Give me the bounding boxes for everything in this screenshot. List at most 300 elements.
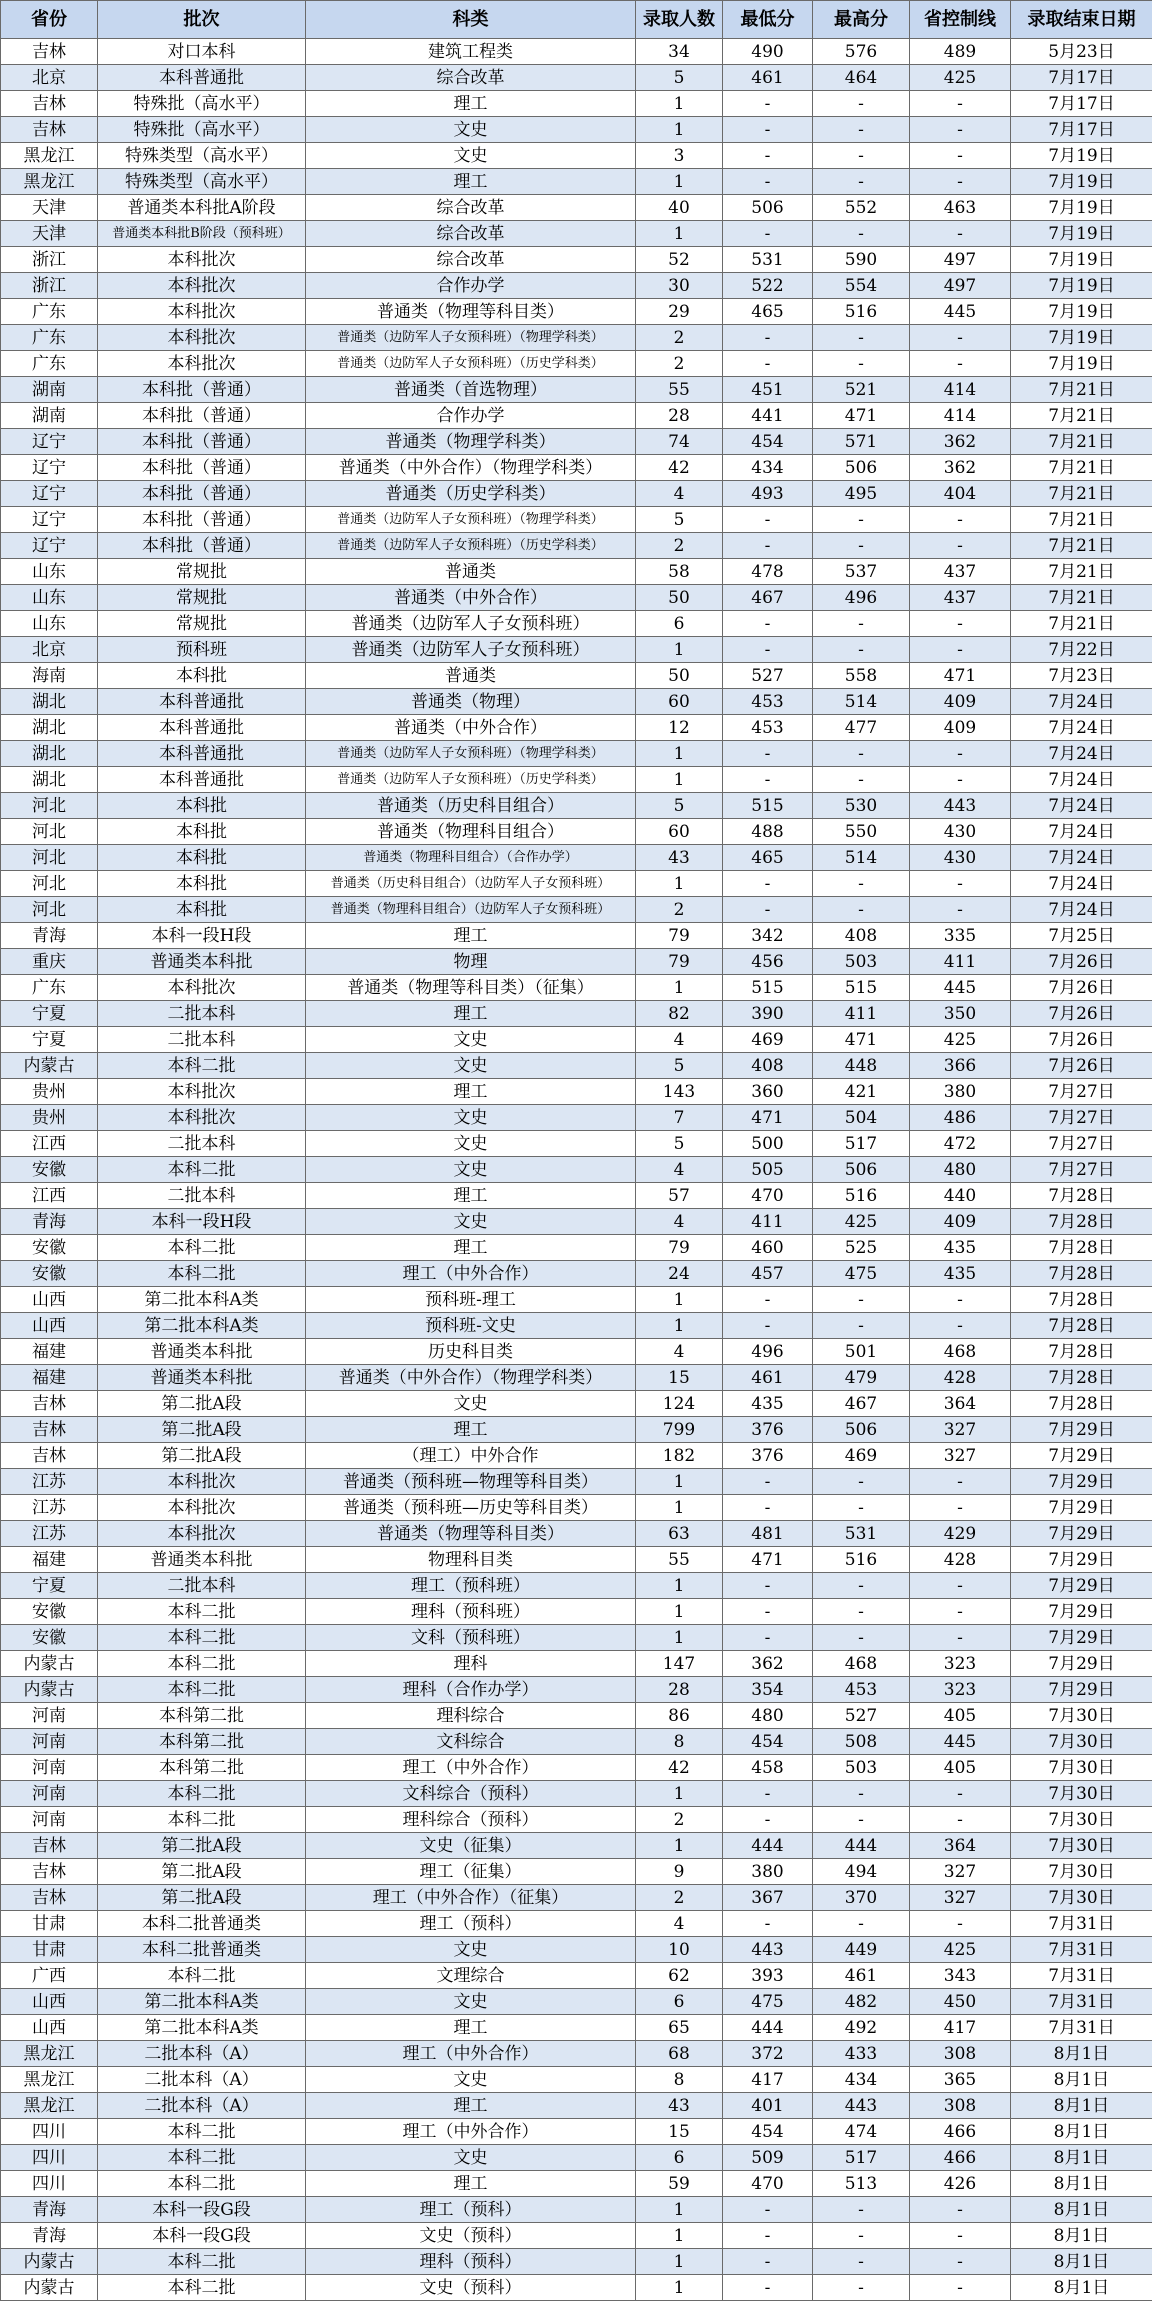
cell-province: 河南	[1, 1807, 98, 1833]
cell-control-line: 445	[910, 975, 1011, 1001]
cell-category: 历史科目类	[306, 1339, 636, 1365]
cell-province: 辽宁	[1, 429, 98, 455]
cell-min-score: 367	[723, 1885, 813, 1911]
table-row	[1, 1599, 1152, 1625]
cell-category: 普通类（中外合作）	[306, 715, 636, 741]
cell-max-score: 513	[813, 2171, 910, 2197]
cell-batch: 特殊类型（高水平）	[98, 169, 306, 195]
cell-end-date: 7月25日	[1011, 923, 1152, 949]
table-row	[1, 611, 1152, 637]
cell-min-score: 376	[723, 1443, 813, 1469]
cell-batch: 本科批	[98, 819, 306, 845]
cell-admitted: 15	[636, 1365, 723, 1391]
cell-province: 河北	[1, 845, 98, 871]
cell-control-line: -	[910, 1599, 1011, 1625]
cell-batch: 第二批本科A类	[98, 1989, 306, 2015]
table-row	[1, 2275, 1152, 2301]
cell-end-date: 7月30日	[1011, 1833, 1152, 1859]
cell-province: 河北	[1, 897, 98, 923]
cell-control-line: 323	[910, 1651, 1011, 1677]
cell-min-score: 470	[723, 2171, 813, 2197]
cell-province: 辽宁	[1, 533, 98, 559]
cell-end-date: 7月28日	[1011, 1209, 1152, 1235]
cell-end-date: 7月30日	[1011, 1781, 1152, 1807]
table-row	[1, 637, 1152, 663]
table-row	[1, 91, 1152, 117]
cell-province: 江苏	[1, 1495, 98, 1521]
cell-end-date: 7月28日	[1011, 1391, 1152, 1417]
col-header-batch: 批次	[98, 1, 306, 39]
cell-batch: 本科批次	[98, 1105, 306, 1131]
cell-control-line: 486	[910, 1105, 1011, 1131]
cell-province: 宁夏	[1, 1001, 98, 1027]
cell-province: 四川	[1, 2119, 98, 2145]
table-row	[1, 377, 1152, 403]
cell-max-score: 411	[813, 1001, 910, 1027]
cell-category: 普通类（边防军人子女预科班）（历史学科类）	[306, 533, 636, 559]
cell-end-date: 7月26日	[1011, 975, 1152, 1001]
cell-max-score: -	[813, 2197, 910, 2223]
cell-end-date: 7月21日	[1011, 403, 1152, 429]
cell-max-score: -	[813, 1495, 910, 1521]
cell-max-score: -	[813, 611, 910, 637]
cell-end-date: 7月29日	[1011, 1573, 1152, 1599]
cell-max-score: 527	[813, 1703, 910, 1729]
cell-control-line: 435	[910, 1235, 1011, 1261]
cell-batch: 本科一段H段	[98, 1209, 306, 1235]
cell-min-score: 411	[723, 1209, 813, 1235]
cell-batch: 本科二批	[98, 1963, 306, 1989]
cell-batch: 二批本科	[98, 1027, 306, 1053]
cell-end-date: 8月1日	[1011, 2171, 1152, 2197]
cell-admitted: 30	[636, 273, 723, 299]
cell-category: 综合改革	[306, 247, 636, 273]
cell-max-score: 449	[813, 1937, 910, 1963]
cell-control-line: 405	[910, 1755, 1011, 1781]
table-row	[1, 1625, 1152, 1651]
cell-admitted: 2	[636, 1885, 723, 1911]
table-row	[1, 429, 1152, 455]
cell-control-line: 327	[910, 1443, 1011, 1469]
cell-end-date: 7月19日	[1011, 273, 1152, 299]
cell-max-score: -	[813, 533, 910, 559]
cell-min-score: -	[723, 91, 813, 117]
cell-control-line: 497	[910, 247, 1011, 273]
cell-category: 普通类（边防军人子女预科班）	[306, 637, 636, 663]
cell-province: 内蒙古	[1, 1053, 98, 1079]
cell-admitted: 1	[636, 169, 723, 195]
cell-province: 福建	[1, 1339, 98, 1365]
cell-province: 内蒙古	[1, 1677, 98, 1703]
cell-batch: 特殊类型（高水平）	[98, 143, 306, 169]
cell-batch: 第二批A段	[98, 1391, 306, 1417]
cell-max-score: 453	[813, 1677, 910, 1703]
cell-end-date: 7月31日	[1011, 2015, 1152, 2041]
cell-min-score: 454	[723, 429, 813, 455]
cell-batch: 本科批（普通）	[98, 533, 306, 559]
cell-end-date: 7月24日	[1011, 819, 1152, 845]
cell-admitted: 1	[636, 637, 723, 663]
cell-control-line: 409	[910, 715, 1011, 741]
cell-control-line: 429	[910, 1521, 1011, 1547]
cell-min-score: 444	[723, 1833, 813, 1859]
cell-min-score: 460	[723, 1235, 813, 1261]
cell-province: 甘肃	[1, 1911, 98, 1937]
table-row	[1, 2197, 1152, 2223]
cell-max-score: -	[813, 741, 910, 767]
cell-category: 文科（预科班）	[306, 1625, 636, 1651]
cell-control-line: -	[910, 1807, 1011, 1833]
cell-province: 黑龙江	[1, 169, 98, 195]
cell-batch: 常规批	[98, 559, 306, 585]
cell-province: 吉林	[1, 1443, 98, 1469]
cell-batch: 本科二批	[98, 2249, 306, 2275]
cell-control-line: 466	[910, 2145, 1011, 2171]
cell-control-line: -	[910, 1625, 1011, 1651]
cell-max-score: -	[813, 2275, 910, 2301]
cell-end-date: 7月31日	[1011, 1989, 1152, 2015]
table-row	[1, 1157, 1152, 1183]
cell-batch: 本科批次	[98, 975, 306, 1001]
cell-batch: 二批本科	[98, 1183, 306, 1209]
table-row	[1, 1001, 1152, 1027]
cell-batch: 本科二批	[98, 2275, 306, 2301]
cell-min-score: -	[723, 897, 813, 923]
cell-end-date: 7月28日	[1011, 1261, 1152, 1287]
cell-admitted: 60	[636, 819, 723, 845]
cell-admitted: 50	[636, 663, 723, 689]
cell-batch: 本科二批	[98, 1807, 306, 1833]
cell-control-line: 437	[910, 559, 1011, 585]
cell-batch: 本科第二批	[98, 1729, 306, 1755]
cell-min-score: 453	[723, 715, 813, 741]
cell-province: 山东	[1, 585, 98, 611]
cell-min-score: -	[723, 1625, 813, 1651]
cell-batch: 本科二批	[98, 1781, 306, 1807]
cell-end-date: 7月17日	[1011, 91, 1152, 117]
cell-control-line: 445	[910, 1729, 1011, 1755]
cell-end-date: 8月1日	[1011, 2145, 1152, 2171]
cell-control-line: 343	[910, 1963, 1011, 1989]
cell-min-score: 444	[723, 2015, 813, 2041]
table-row	[1, 2093, 1152, 2119]
table-row	[1, 1235, 1152, 1261]
cell-max-score: -	[813, 1287, 910, 1313]
cell-batch: 本科二批	[98, 1261, 306, 1287]
cell-admitted: 12	[636, 715, 723, 741]
cell-province: 江苏	[1, 1469, 98, 1495]
col-header-end-date: 录取结束日期	[1011, 1, 1152, 39]
cell-province: 河北	[1, 871, 98, 897]
cell-max-score: 471	[813, 403, 910, 429]
cell-admitted: 15	[636, 2119, 723, 2145]
cell-admitted: 10	[636, 1937, 723, 1963]
cell-end-date: 8月1日	[1011, 2041, 1152, 2067]
table-row	[1, 975, 1152, 1001]
cell-control-line: -	[910, 117, 1011, 143]
cell-admitted: 24	[636, 1261, 723, 1287]
cell-max-score: 443	[813, 2093, 910, 2119]
cell-admitted: 55	[636, 1547, 723, 1573]
cell-admitted: 74	[636, 429, 723, 455]
cell-end-date: 7月29日	[1011, 1495, 1152, 1521]
cell-category: 理科综合	[306, 1703, 636, 1729]
cell-end-date: 7月29日	[1011, 1469, 1152, 1495]
cell-category: 文科综合（预科）	[306, 1781, 636, 1807]
cell-batch: 本科批（普通）	[98, 403, 306, 429]
cell-control-line: -	[910, 2275, 1011, 2301]
cell-end-date: 7月30日	[1011, 1755, 1152, 1781]
cell-end-date: 7月28日	[1011, 1339, 1152, 1365]
cell-min-score: -	[723, 2249, 813, 2275]
cell-min-score: -	[723, 351, 813, 377]
cell-admitted: 1	[636, 1781, 723, 1807]
cell-batch: 本科二批	[98, 1053, 306, 1079]
cell-max-score: 448	[813, 1053, 910, 1079]
table-row	[1, 559, 1152, 585]
cell-batch: 本科批（普通）	[98, 429, 306, 455]
cell-province: 青海	[1, 2197, 98, 2223]
cell-max-score: 514	[813, 845, 910, 871]
cell-province: 贵州	[1, 1105, 98, 1131]
cell-control-line: -	[910, 767, 1011, 793]
cell-end-date: 7月26日	[1011, 1027, 1152, 1053]
cell-max-score: 495	[813, 481, 910, 507]
cell-control-line: 435	[910, 1261, 1011, 1287]
cell-province: 浙江	[1, 247, 98, 273]
cell-province: 辽宁	[1, 455, 98, 481]
cell-min-score: 490	[723, 39, 813, 65]
cell-end-date: 7月24日	[1011, 897, 1152, 923]
cell-batch: 本科批（普通）	[98, 507, 306, 533]
cell-admitted: 8	[636, 2067, 723, 2093]
cell-max-score: 590	[813, 247, 910, 273]
table-row	[1, 1755, 1152, 1781]
cell-batch: 对口本科	[98, 39, 306, 65]
table-row	[1, 2171, 1152, 2197]
cell-admitted: 29	[636, 299, 723, 325]
cell-control-line: -	[910, 2197, 1011, 2223]
cell-admitted: 2	[636, 897, 723, 923]
cell-province: 江苏	[1, 1521, 98, 1547]
cell-batch: 常规批	[98, 611, 306, 637]
cell-max-score: 516	[813, 299, 910, 325]
cell-min-score: -	[723, 2275, 813, 2301]
cell-province: 福建	[1, 1365, 98, 1391]
cell-control-line: -	[910, 611, 1011, 637]
cell-control-line: -	[910, 2223, 1011, 2249]
cell-control-line: 430	[910, 819, 1011, 845]
cell-batch: 普通类本科批	[98, 949, 306, 975]
cell-min-score: 417	[723, 2067, 813, 2093]
cell-province: 内蒙古	[1, 1651, 98, 1677]
cell-max-score: 514	[813, 689, 910, 715]
cell-category: 理工（中外合作）	[306, 2119, 636, 2145]
table-row	[1, 923, 1152, 949]
cell-end-date: 7月21日	[1011, 559, 1152, 585]
cell-min-score: -	[723, 1807, 813, 1833]
table-row	[1, 1521, 1152, 1547]
cell-batch: 本科批次	[98, 1469, 306, 1495]
cell-batch: 普通类本科批	[98, 1365, 306, 1391]
cell-batch: 普通类本科批B阶段（预科班）	[98, 221, 306, 247]
cell-max-score: 521	[813, 377, 910, 403]
cell-province: 山西	[1, 1313, 98, 1339]
cell-category: 文科综合	[306, 1729, 636, 1755]
cell-province: 河南	[1, 1781, 98, 1807]
cell-max-score: 444	[813, 1833, 910, 1859]
cell-category: 理工	[306, 1183, 636, 1209]
cell-min-score: 451	[723, 377, 813, 403]
cell-province: 吉林	[1, 117, 98, 143]
cell-category: 文史	[306, 117, 636, 143]
cell-batch: 本科批次	[98, 351, 306, 377]
table-row	[1, 897, 1152, 923]
cell-max-score: 503	[813, 949, 910, 975]
cell-admitted: 1	[636, 1469, 723, 1495]
cell-control-line: -	[910, 1313, 1011, 1339]
cell-max-score: 506	[813, 1417, 910, 1443]
cell-province: 湖北	[1, 741, 98, 767]
cell-batch: 特殊批（高水平）	[98, 91, 306, 117]
cell-end-date: 7月29日	[1011, 1521, 1152, 1547]
cell-max-score: -	[813, 169, 910, 195]
cell-min-score: 515	[723, 975, 813, 1001]
cell-category: 理工（中外合作）	[306, 1755, 636, 1781]
cell-province: 吉林	[1, 91, 98, 117]
cell-control-line: 428	[910, 1365, 1011, 1391]
cell-control-line: 425	[910, 1027, 1011, 1053]
cell-batch: 本科批次	[98, 325, 306, 351]
table-row	[1, 2015, 1152, 2041]
cell-end-date: 8月1日	[1011, 2197, 1152, 2223]
table-row	[1, 1053, 1152, 1079]
cell-admitted: 6	[636, 2145, 723, 2171]
cell-max-score: 537	[813, 559, 910, 585]
cell-min-score: -	[723, 1781, 813, 1807]
cell-province: 广西	[1, 1963, 98, 1989]
table-row	[1, 195, 1152, 221]
cell-admitted: 50	[636, 585, 723, 611]
cell-category: 普通类（边防军人子女预科班）（物理学科类）	[306, 325, 636, 351]
cell-category: 建筑工程类	[306, 39, 636, 65]
cell-province: 安徽	[1, 1235, 98, 1261]
cell-province: 广东	[1, 325, 98, 351]
cell-admitted: 2	[636, 533, 723, 559]
cell-province: 山西	[1, 1989, 98, 2015]
cell-admitted: 79	[636, 1235, 723, 1261]
cell-min-score: -	[723, 533, 813, 559]
cell-province: 青海	[1, 1209, 98, 1235]
cell-province: 山东	[1, 611, 98, 637]
table-row	[1, 2223, 1152, 2249]
cell-min-score: 467	[723, 585, 813, 611]
table-row	[1, 1885, 1152, 1911]
cell-end-date: 7月21日	[1011, 611, 1152, 637]
table-row	[1, 845, 1152, 871]
cell-admitted: 42	[636, 1755, 723, 1781]
cell-end-date: 7月24日	[1011, 715, 1152, 741]
cell-max-score: 525	[813, 1235, 910, 1261]
cell-min-score: -	[723, 1599, 813, 1625]
cell-category: 普通类（边防军人子女预科班）（历史学科类）	[306, 351, 636, 377]
cell-control-line: 364	[910, 1833, 1011, 1859]
cell-control-line: 425	[910, 65, 1011, 91]
cell-end-date: 7月29日	[1011, 1677, 1152, 1703]
table-body	[1, 39, 1152, 2301]
cell-control-line: -	[910, 325, 1011, 351]
cell-control-line: 463	[910, 195, 1011, 221]
cell-category: 文史	[306, 143, 636, 169]
cell-max-score: 571	[813, 429, 910, 455]
cell-min-score: 360	[723, 1079, 813, 1105]
cell-category: 普通类（首选物理）	[306, 377, 636, 403]
cell-admitted: 1	[636, 1495, 723, 1521]
cell-max-score: -	[813, 897, 910, 923]
cell-category: 理科综合（预科）	[306, 1807, 636, 1833]
cell-admitted: 6	[636, 1989, 723, 2015]
table-row	[1, 819, 1152, 845]
table-row	[1, 1339, 1152, 1365]
cell-admitted: 1	[636, 1287, 723, 1313]
cell-max-score: -	[813, 2223, 910, 2249]
table-row	[1, 1313, 1152, 1339]
cell-batch: 本科一段G段	[98, 2223, 306, 2249]
table-row	[1, 767, 1152, 793]
cell-min-score: 469	[723, 1027, 813, 1053]
cell-max-score: -	[813, 325, 910, 351]
cell-end-date: 7月21日	[1011, 455, 1152, 481]
cell-category: 普通类（物理等科目类）	[306, 299, 636, 325]
cell-max-score: 492	[813, 2015, 910, 2041]
cell-batch: 第二批A段	[98, 1443, 306, 1469]
col-header-max-score: 最高分	[813, 1, 910, 39]
table-row	[1, 1703, 1152, 1729]
cell-control-line: 327	[910, 1885, 1011, 1911]
cell-province: 黑龙江	[1, 143, 98, 169]
cell-end-date: 7月24日	[1011, 689, 1152, 715]
cell-max-score: -	[813, 1807, 910, 1833]
cell-control-line: 417	[910, 2015, 1011, 2041]
cell-end-date: 7月19日	[1011, 169, 1152, 195]
cell-category: 普通类	[306, 559, 636, 585]
cell-category: 普通类（预科班—物理等科目类）	[306, 1469, 636, 1495]
cell-control-line: 365	[910, 2067, 1011, 2093]
cell-max-score: 558	[813, 663, 910, 689]
cell-control-line: 362	[910, 429, 1011, 455]
cell-end-date: 8月1日	[1011, 2119, 1152, 2145]
cell-min-score: 456	[723, 949, 813, 975]
cell-max-score: 516	[813, 1547, 910, 1573]
cell-control-line: -	[910, 507, 1011, 533]
cell-category: 理工	[306, 1235, 636, 1261]
cell-batch: 普通类本科批	[98, 1547, 306, 1573]
cell-province: 河南	[1, 1755, 98, 1781]
cell-admitted: 1	[636, 767, 723, 793]
cell-control-line: -	[910, 897, 1011, 923]
cell-control-line: -	[910, 221, 1011, 247]
cell-max-score: 554	[813, 273, 910, 299]
cell-end-date: 7月17日	[1011, 117, 1152, 143]
cell-control-line: -	[910, 1781, 1011, 1807]
cell-batch: 本科普通批	[98, 65, 306, 91]
table-row	[1, 169, 1152, 195]
cell-batch: 第二批A段	[98, 1833, 306, 1859]
cell-batch: 本科普通批	[98, 741, 306, 767]
table-row	[1, 1937, 1152, 1963]
cell-max-score: 477	[813, 715, 910, 741]
cell-min-score: 434	[723, 455, 813, 481]
